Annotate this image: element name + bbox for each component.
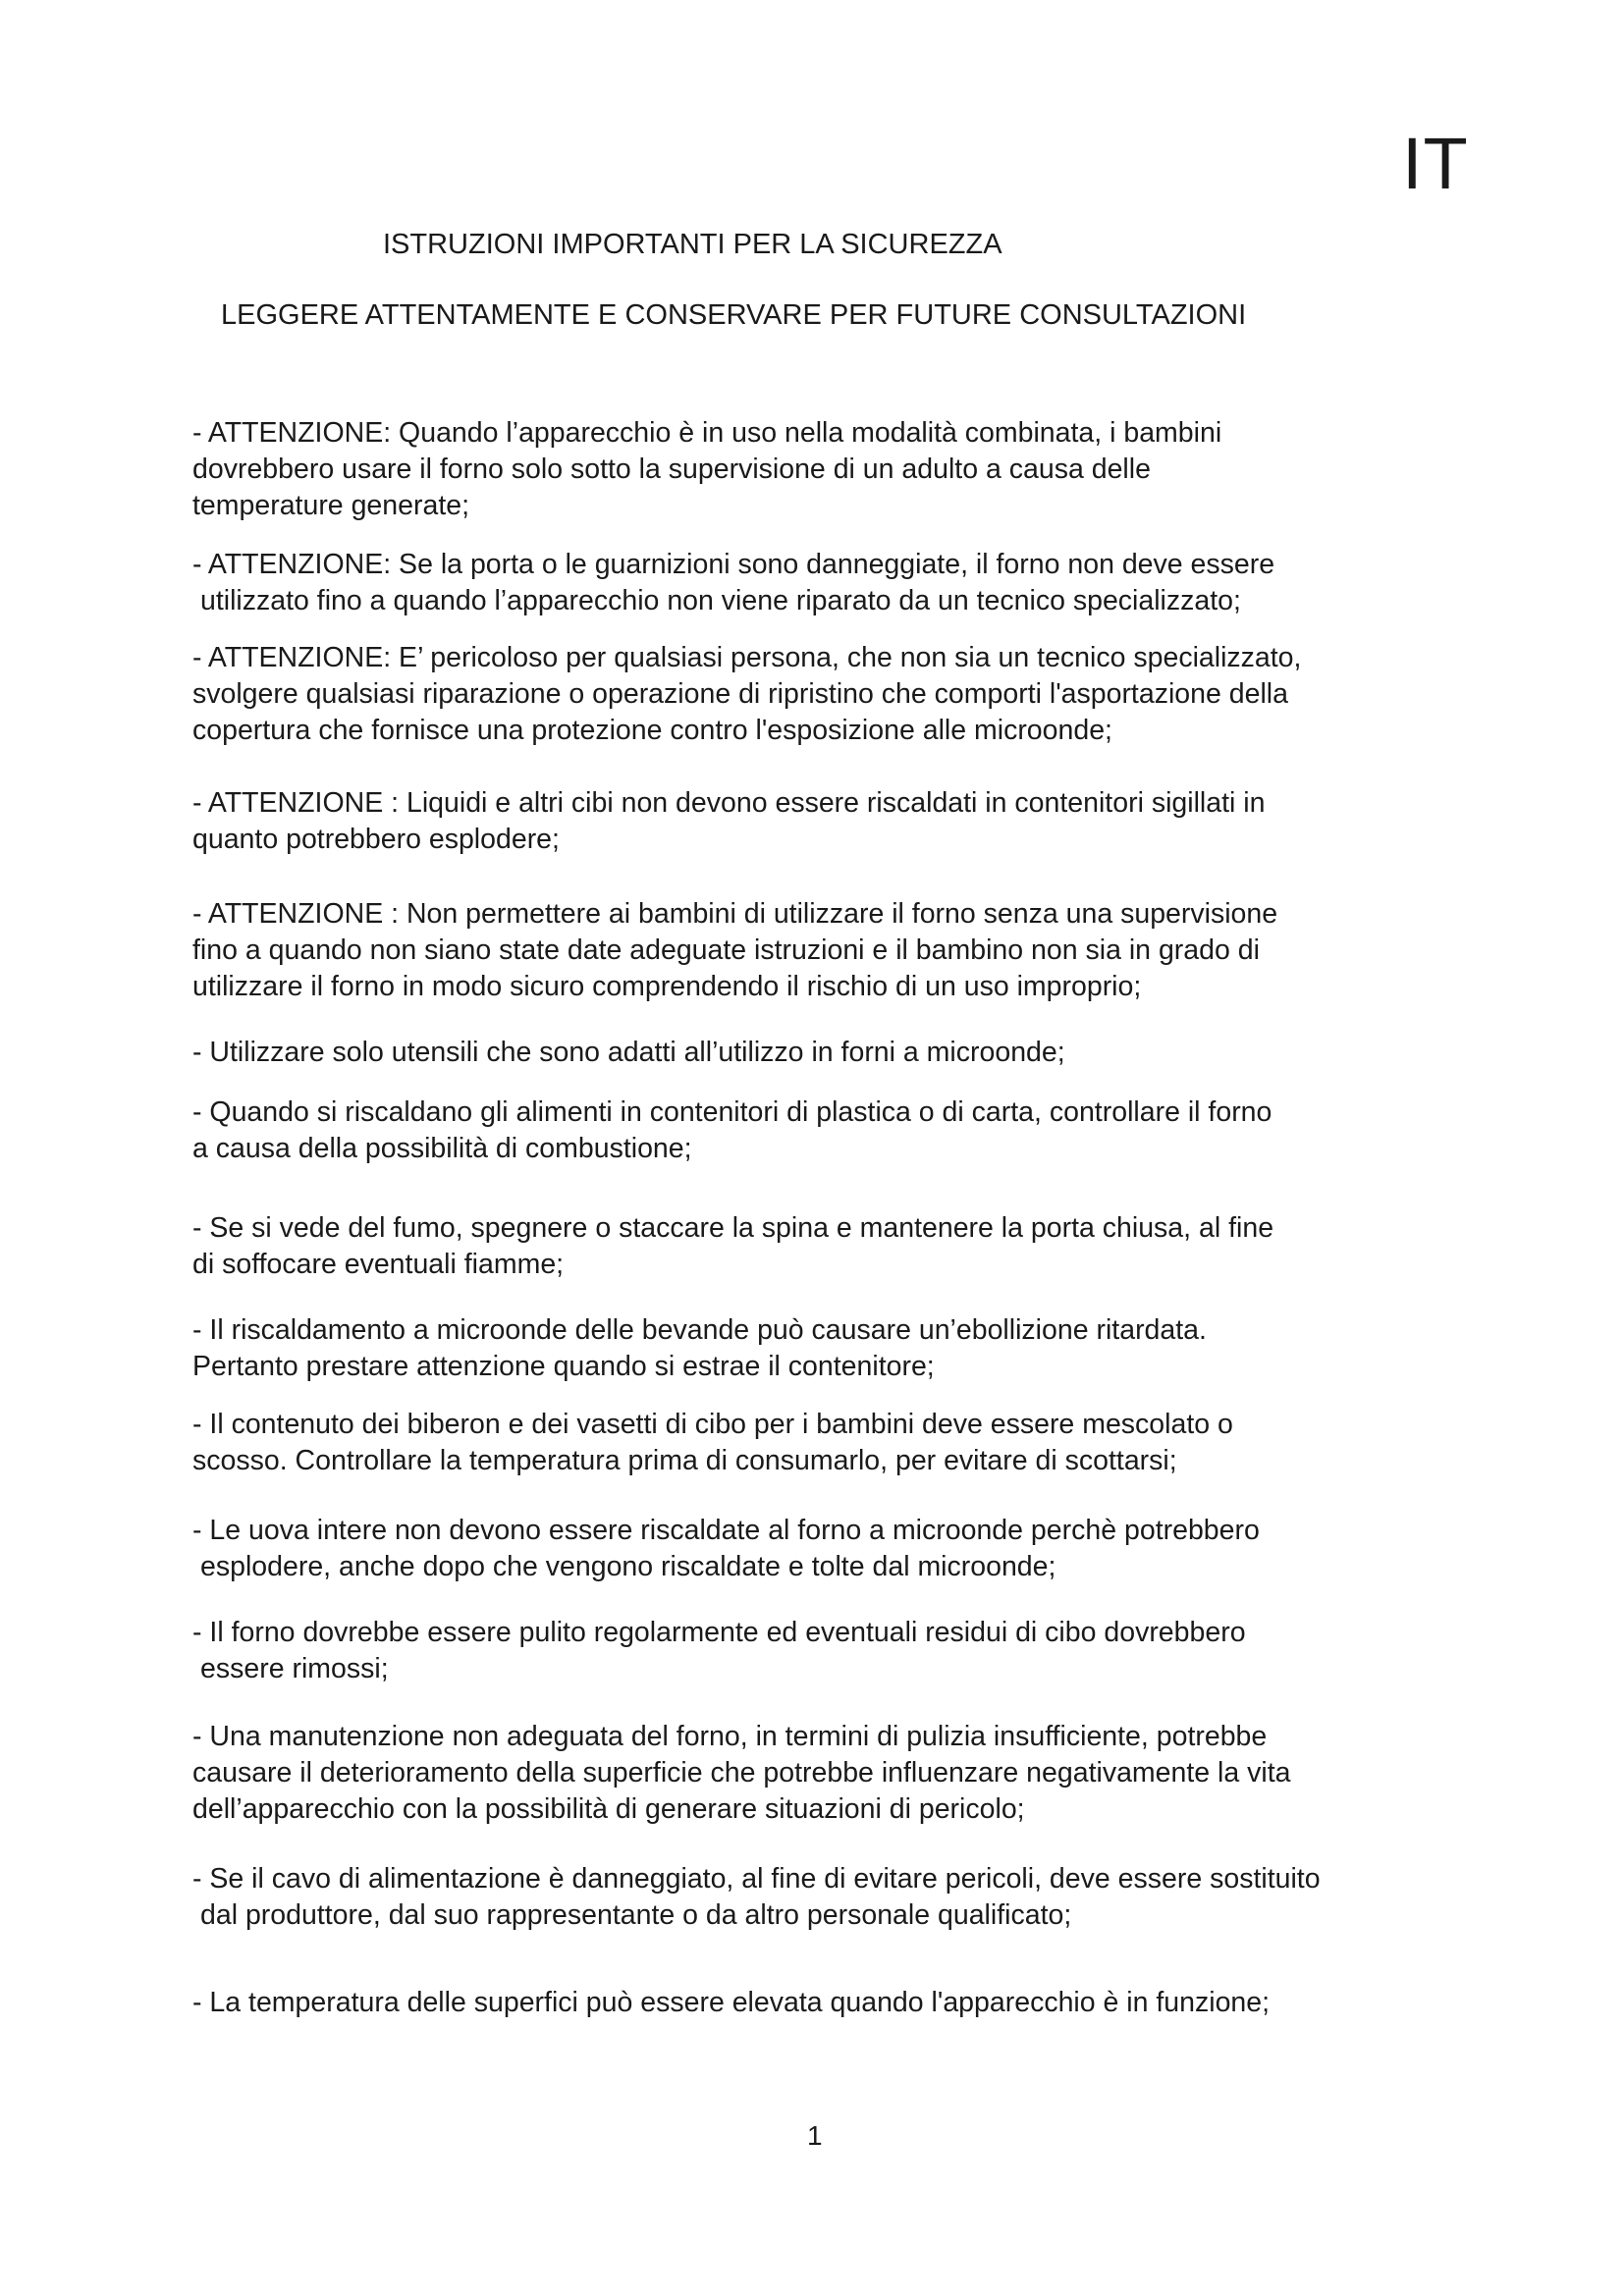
paragraph-line: quanto potrebbero esplodere; bbox=[192, 824, 560, 855]
paragraph-line: - ATTENZIONE : Non permettere ai bambini di utilizzare il forno senza una supervisione bbox=[192, 898, 1278, 930]
paragraph-line: utilizzato fino a quando l’apparecchio non viene riparato da un tecnico specializzato; bbox=[200, 585, 1241, 616]
paragraph-line: svolgere qualsiasi riparazione o operazione di ripristino che comporti l'asportazione della bbox=[192, 678, 1288, 710]
paragraph-line: fino a quando non siano state date adeguate istruzioni e il bambino non sia in grado di bbox=[192, 934, 1260, 966]
paragraph-line: - Il contenuto dei biberon e dei vasetti di cibo per i bambini deve essere mescolato o bbox=[192, 1409, 1233, 1440]
paragraph-line: scosso. Controllare la temperatura prima di consumarlo, per evitare di scottarsi; bbox=[192, 1445, 1177, 1476]
paragraph-line: - Quando si riscaldano gli alimenti in contenitori di plastica o di carta, controllare il forno bbox=[192, 1096, 1272, 1128]
paragraph-line: di soffocare eventuali fiamme; bbox=[192, 1249, 565, 1280]
safety-instruction-paragraph bbox=[192, 1719, 1469, 1828]
paragraph-line: - ATTENZIONE: Se la porta o le guarnizioni sono danneggiate, il forno non deve essere bbox=[192, 549, 1275, 580]
safety-warning-paragraph bbox=[192, 415, 1469, 524]
safety-warning-paragraph bbox=[192, 785, 1469, 858]
safety-warning-paragraph bbox=[192, 547, 1469, 619]
document-title: ISTRUZIONI IMPORTANTI PER LA SICUREZZA bbox=[383, 229, 1002, 260]
safety-instruction-paragraph bbox=[192, 1861, 1469, 1934]
paragraph-line: copertura che fornisce una protezione contro l'esposizione alle microonde; bbox=[192, 715, 1112, 746]
safety-instruction-paragraph bbox=[192, 1615, 1469, 1687]
paragraph-line: - Una manutenzione non adeguata del forno, in termini di pulizia insufficiente, potrebbe bbox=[192, 1721, 1268, 1752]
paragraph-line: - Il riscaldamento a microonde delle bevande può causare un’ebollizione ritardata. bbox=[192, 1314, 1207, 1346]
paragraph-line: causare il deterioramento della superficie che potrebbe influenzare negativamente la vita bbox=[192, 1757, 1291, 1789]
paragraph-line: - Se si vede del fumo, spegnere o staccare la spina e mantenere la porta chiusa, al fine bbox=[192, 1212, 1274, 1244]
safety-instruction-paragraph bbox=[192, 1513, 1469, 1585]
paragraph-line: - Il forno dovrebbe essere pulito regolarmente ed eventuali residui di cibo dovrebbero bbox=[192, 1617, 1246, 1648]
paragraph-line: essere rimossi; bbox=[200, 1653, 389, 1684]
language-tag: IT bbox=[1402, 123, 1469, 204]
safety-warning-paragraph bbox=[192, 896, 1469, 1005]
paragraph-line: - ATTENZIONE : Liquidi e altri cibi non devono essere riscaldati in contenitori sigillati in bbox=[192, 787, 1266, 819]
paragraph-line: - ATTENZIONE: E’ pericoloso per qualsiasi persona, che non sia un tecnico specializzato, bbox=[192, 642, 1302, 673]
safety-instruction-paragraph bbox=[192, 1312, 1469, 1385]
safety-instruction-paragraph bbox=[192, 1210, 1469, 1283]
safety-warning-paragraph bbox=[192, 640, 1469, 749]
safety-instruction-paragraph bbox=[192, 1407, 1469, 1479]
paragraph-line: - La temperatura delle superfici può essere elevata quando l'apparecchio è in funzione; bbox=[192, 1987, 1271, 2018]
page-number: 1 bbox=[807, 2120, 823, 2151]
paragraph-line: Pertanto prestare attenzione quando si estrae il contenitore; bbox=[192, 1351, 935, 1382]
safety-instruction-paragraph bbox=[192, 1985, 1469, 2021]
paragraph-line: dell’apparecchio con la possibilità di generare situazioni di pericolo; bbox=[192, 1793, 1025, 1825]
paragraph-line: esplodere, anche dopo che vengono riscaldate e tolte dal microonde; bbox=[200, 1551, 1056, 1582]
paragraph-line: utilizzare il forno in modo sicuro comprendendo il rischio di un uso improprio; bbox=[192, 971, 1142, 1002]
document-subtitle: LEGGERE ATTENTAMENTE E CONSERVARE PER FUTURE CONSULTAZIONI bbox=[221, 299, 1247, 331]
paragraph-line: a causa della possibilità di combustione; bbox=[192, 1133, 692, 1164]
paragraph-line: - Le uova intere non devono essere riscaldate al forno a microonde perchè potrebbero bbox=[192, 1515, 1260, 1546]
paragraph-line: dal produttore, dal suo rappresentante o da altro personale qualificato; bbox=[200, 1899, 1072, 1931]
paragraph-line: - Utilizzare solo utensili che sono adatti all’utilizzo in forni a microonde; bbox=[192, 1037, 1065, 1068]
paragraph-line: - ATTENZIONE: Quando l’apparecchio è in uso nella modalità combinata, i bambini bbox=[192, 417, 1222, 449]
safety-instruction-paragraph bbox=[192, 1095, 1469, 1167]
safety-instruction-paragraph bbox=[192, 1035, 1469, 1071]
paragraph-line: dovrebbero usare il forno solo sotto la supervisione di un adulto a causa delle bbox=[192, 454, 1151, 485]
paragraph-line: - Se il cavo di alimentazione è danneggiato, al fine di evitare pericoli, deve essere sostituito bbox=[192, 1863, 1321, 1895]
paragraph-line: temperature generate; bbox=[192, 490, 470, 521]
